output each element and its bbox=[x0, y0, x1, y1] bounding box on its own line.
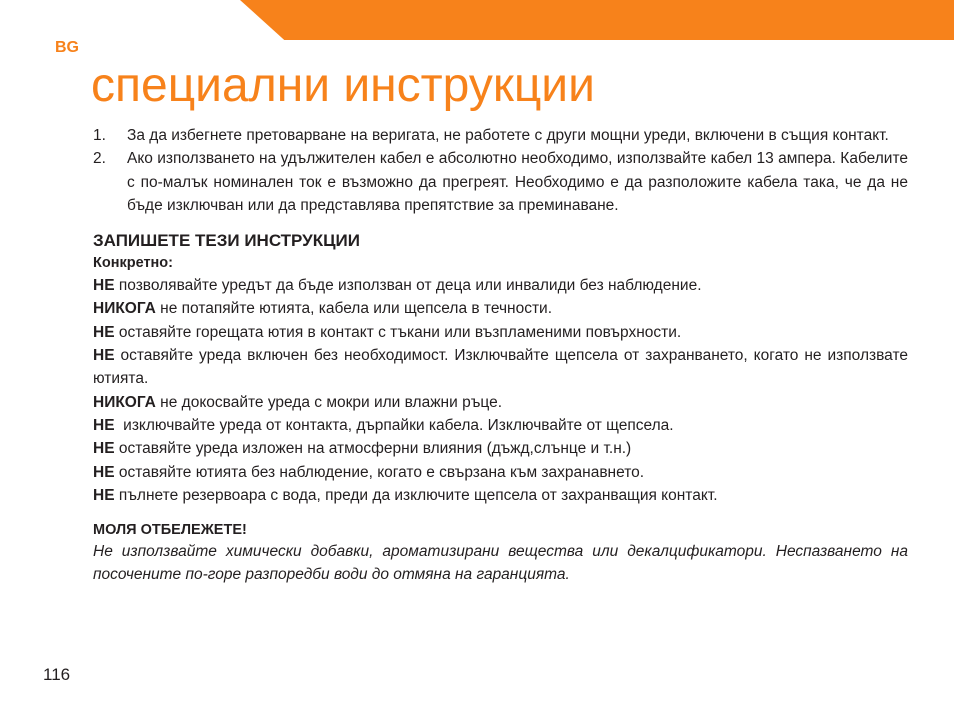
rule-text: позволявайте уредът да бъде използван от деца или инвалиди без наблюдение. bbox=[114, 277, 702, 295]
rule-text: не докосвайте уреда с мокри или влажни ръце. bbox=[155, 393, 503, 411]
rule-keyword: НЕ bbox=[93, 463, 115, 481]
rule-text: не потапяйте ютията, кабела или щепсела в течности. bbox=[155, 300, 553, 318]
rule-item bbox=[93, 461, 908, 484]
list-item-number: 2. bbox=[93, 150, 106, 168]
rule-text: изключвайте уреда от контакта, дърпайки кабела. Изключвайте от щепсела. bbox=[114, 416, 674, 434]
list-item-number: 1. bbox=[93, 127, 106, 144]
rule-item bbox=[93, 414, 908, 437]
rule-keyword: НЕ bbox=[93, 277, 115, 295]
rule-item bbox=[93, 297, 908, 320]
rules-list bbox=[93, 274, 908, 507]
rule-item bbox=[93, 484, 908, 507]
rule-text: оставяйте горещата ютия в контакт с тъкани или възпламеними повърхности. bbox=[114, 323, 682, 341]
sub-heading: Конкретно: bbox=[93, 255, 173, 272]
rule-keyword: НЕ bbox=[93, 347, 115, 365]
language-code: BG bbox=[55, 39, 79, 56]
rule-item bbox=[93, 274, 908, 297]
rule-keyword: НИКОГА bbox=[93, 393, 156, 411]
rule-keyword: НЕ bbox=[93, 416, 115, 434]
rule-keyword: НЕ bbox=[93, 486, 115, 504]
rule-text: оставяйте уреда изложен на атмосферни влияния (дъжд,слънце и т.н.) bbox=[114, 440, 632, 458]
list-item bbox=[93, 147, 908, 217]
rule-keyword: НИКОГА bbox=[93, 300, 156, 318]
rule-keyword: НЕ bbox=[93, 440, 115, 458]
list-item-text: За да избегнете претоварване на веригата, не работете с други мощни уреди, включени в същия контакт. bbox=[127, 127, 889, 144]
rule-text: оставяйте ютията без наблюдение, когато е свързана към захранавнето. bbox=[114, 463, 645, 481]
list-item bbox=[93, 124, 908, 147]
rule-text: пълнете резервоара с вода, преди да изключите щепсела от захранващия контакт. bbox=[114, 486, 718, 504]
rule-item bbox=[93, 437, 908, 460]
instruction-list bbox=[93, 124, 908, 217]
rule-item bbox=[93, 391, 908, 414]
header-banner bbox=[240, 0, 954, 40]
page-number: 116 bbox=[43, 665, 71, 684]
content bbox=[93, 124, 908, 587]
list-item-text: Ако използването на удължителен кабел е абсолютно необходимо, използвайте кабел 13 ампера. Кабелите с по-малък номинален ток е възможно да прегреят. Необходимо е да разположите кабела така, че да не бъде изключван или да представлява препятствие за преминаване. bbox=[127, 150, 908, 214]
note-text: Не използвайте химически добавки, ароматизирани вещества или декалцификатори. Неспазването на посочените по-горе разпоредби води до отмяна на гаранцията. bbox=[93, 543, 908, 584]
note-heading: МОЛЯ ОТБЕЛЕЖЕТЕ! bbox=[93, 522, 247, 539]
section-heading: ЗАПИШЕТЕ ТЕЗИ ИНСТРУКЦИИ bbox=[93, 231, 360, 251]
rule-text: оставяйте уреда включен без необходимост. Изключвайте щепсела от захранването, когато не използвате ютията. bbox=[93, 347, 908, 388]
page-title: специални инструкции bbox=[91, 59, 595, 112]
rule-item bbox=[93, 321, 908, 344]
rule-item bbox=[93, 344, 908, 391]
rule-keyword: НЕ bbox=[93, 323, 115, 341]
